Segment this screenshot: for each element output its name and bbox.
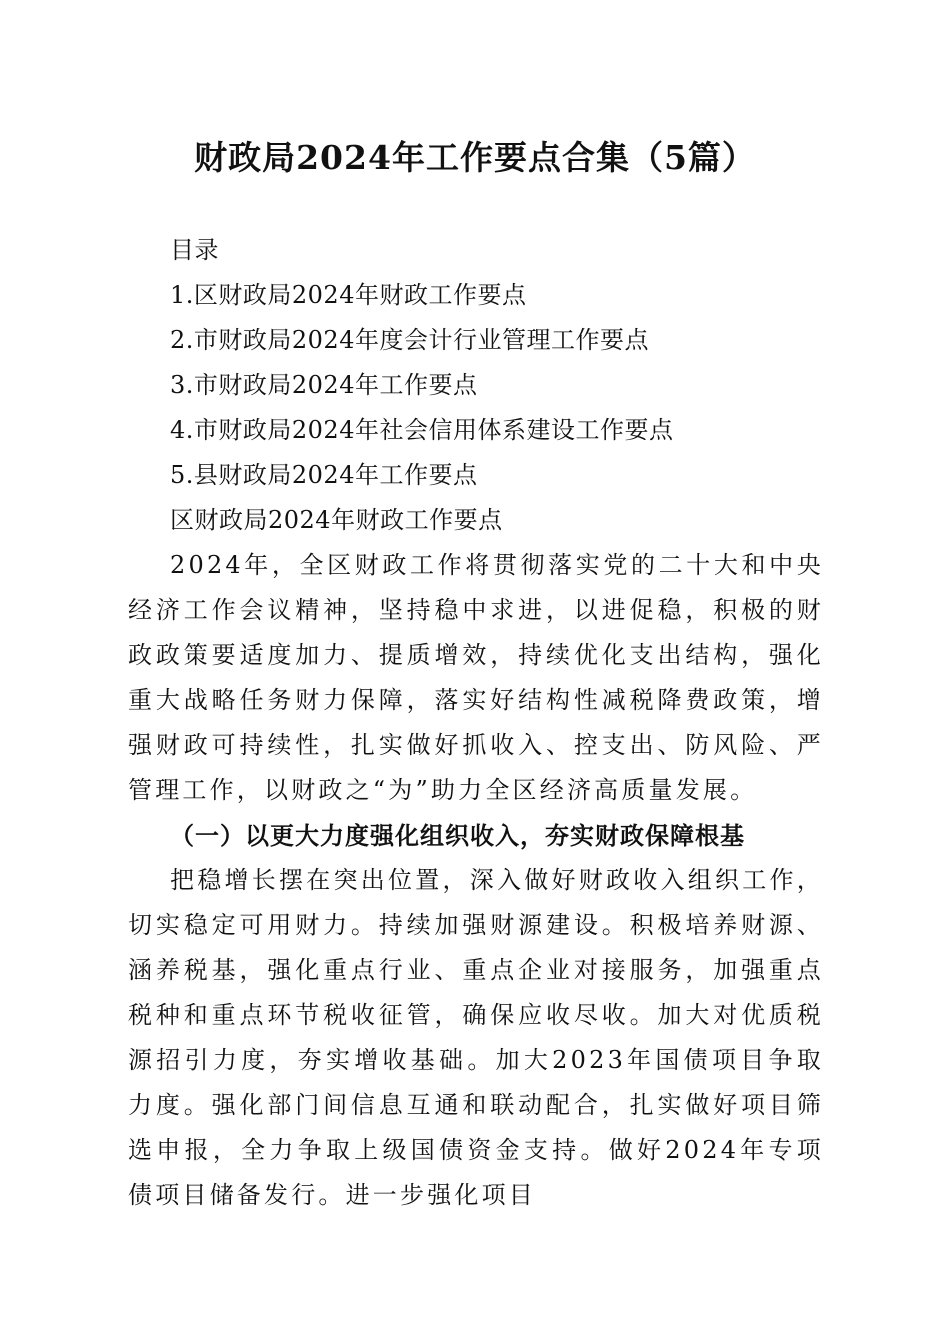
toc-item-5: 5.县财政局2024年工作要点 bbox=[170, 461, 478, 489]
toc-item-1: 1.区财政局2024年财政工作要点 bbox=[170, 281, 527, 309]
document-title: 财政局2024年工作要点合集（5篇） bbox=[194, 138, 756, 177]
intro-paragraph: 2024年，全区财政工作将贯彻落实党的二十大和中央经济工作会议精神，坚持稳中求进，以进促稳，积极的财政政策要适度加力、提质增效，持续优化支出结构，强化重大战略任务财力保障，落实好结构性减税降费政策，增强财政可持续性，扎实做好抓收入、控支出、防风险、严管理工作，以财政之“为”助力全区经济高质量发展。 bbox=[128, 551, 824, 804]
toc-label: 目录 bbox=[170, 236, 219, 264]
toc-item-2: 2.市财政局2024年度会计行业管理工作要点 bbox=[170, 326, 649, 354]
section-title: 区财政局2024年财政工作要点 bbox=[170, 506, 503, 534]
subheading-1: （一）以更大力度强化组织收入，夯实财政保障根基 bbox=[170, 821, 745, 850]
toc-item-3: 3.市财政局2024年工作要点 bbox=[170, 371, 478, 399]
document-body bbox=[128, 228, 824, 1218]
toc-item-4: 4.市财政局2024年社会信用体系建设工作要点 bbox=[170, 416, 674, 444]
body-paragraph-1: 把稳增长摆在突出位置，深入做好财政收入组织工作，切实稳定可用财力。持续加强财源建设。积极培养财源、涵养税基，强化重点行业、重点企业对接服务，加强重点税种和重点环节税收征管，确保应收尽收。加大对优质税源招引力度，夯实增收基础。加大2023年国债项目争取力度。强化部门间信息互通和联动配合，扎实做好项目筛选申报，全力争取上级国债资金支持。做好2024年专项债项目储备发行。进一步强化项目 bbox=[128, 866, 824, 1209]
